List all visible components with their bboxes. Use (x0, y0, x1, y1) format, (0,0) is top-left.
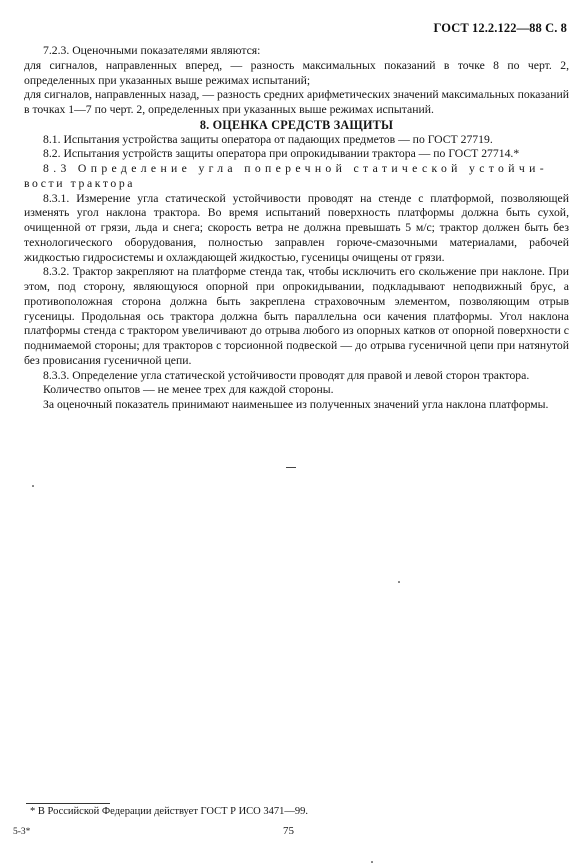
para-8-3-2: 8.3.2. Трактор закрепляют на платформе стенда так, чтобы исключить его скольжение при наклоне. При этом, под сторону, являющуюся опорной при опрокидывании, подкладывают неподвижный брус, а противоположная сторона должна быть закреплена страховочным элементом, позволяющим отрыв гусеницы. Продольная ось трактора должна быть параллельна оси качения платформы. Угол наклона платформы стенда с трактором увеличивают до отрыва любого из опорных катков от опорной поверхности с поднимаемой стороны; для тракторов с торсионной подвеской — до отрыва гусеничной цепи при натянутой без провисания гусеничной цепи. (24, 265, 569, 367)
para-8-2: 8.2. Испытания устройств защиты оператора при опрокидывании трактора — по ГОСТ 27714.* (43, 147, 520, 161)
para-8-1: 8.1. Испытания устройства защиты оператора от падающих предметов — по ГОСТ 27719. (43, 132, 493, 146)
scan-speck (398, 581, 400, 583)
scan-speck (32, 485, 34, 487)
para-8-3-1: 8.3.1. Измерение угла статической устойчивости проводят на стенде с платформой, позволяющей изменять угол наклона трактора. Во время испытаний поверхность платформы должна быть сухой, очищенной от грязи, льда и снега; скорость ветра не должна превышать 5 м/с; трактор должен быть без технологического оборудования, полностью заправлен горюче-смазочными материалами, рабочей жидкостью гидросистемы и охлаждающей жидкостью, гусеницы очищены от грязи. (24, 191, 569, 264)
scan-speck (371, 861, 373, 863)
para-8-3-heading: 8.3 Определение угла поперечной статической устойчи- (43, 162, 548, 175)
footnote-divider (26, 803, 110, 804)
main-text (24, 44, 569, 413)
para-eval: За оценочный показатель принимают наименьшее из полученных значений угла наклона платформы. (43, 398, 549, 411)
end-divider (286, 467, 296, 468)
section-title: 8. ОЦЕНКА СРЕДСТВ ЗАЩИТЫ (199, 117, 394, 132)
page-number: 75 (283, 825, 294, 837)
para-8-3-3: 8.3.3. Определение угла статической устойчивости проводят для правой и левой сторон трактора. (43, 368, 530, 382)
print-code: 5-3* (13, 827, 31, 837)
para-7-2-3-backward: для сигналов, направленных назад, — разность средних арифметических значений максимальных показаний в точках 1—7 по черт. 2, определенных при указанных выше режимах испытаний. (24, 88, 569, 116)
running-header: ГОСТ 12.2.122—88 С. 8 (433, 21, 567, 35)
para-7-2-3-forward: для сигналов, направленных вперед, — разность максимальных показаний в точке 8 по черт. 2, определенных при указанных выше режимах испытаний; (24, 58, 569, 87)
para-7-2-3: 7.2.3. Оценочными показателями являются: (43, 44, 261, 57)
para-8-3-heading-cont: вости трактора (24, 176, 136, 190)
para-count: Количество опытов — не менее трех для каждой стороны. (43, 383, 334, 397)
footnote: * В Российской Федерации действует ГОСТ Р ИСО 3471—99. (30, 806, 308, 817)
